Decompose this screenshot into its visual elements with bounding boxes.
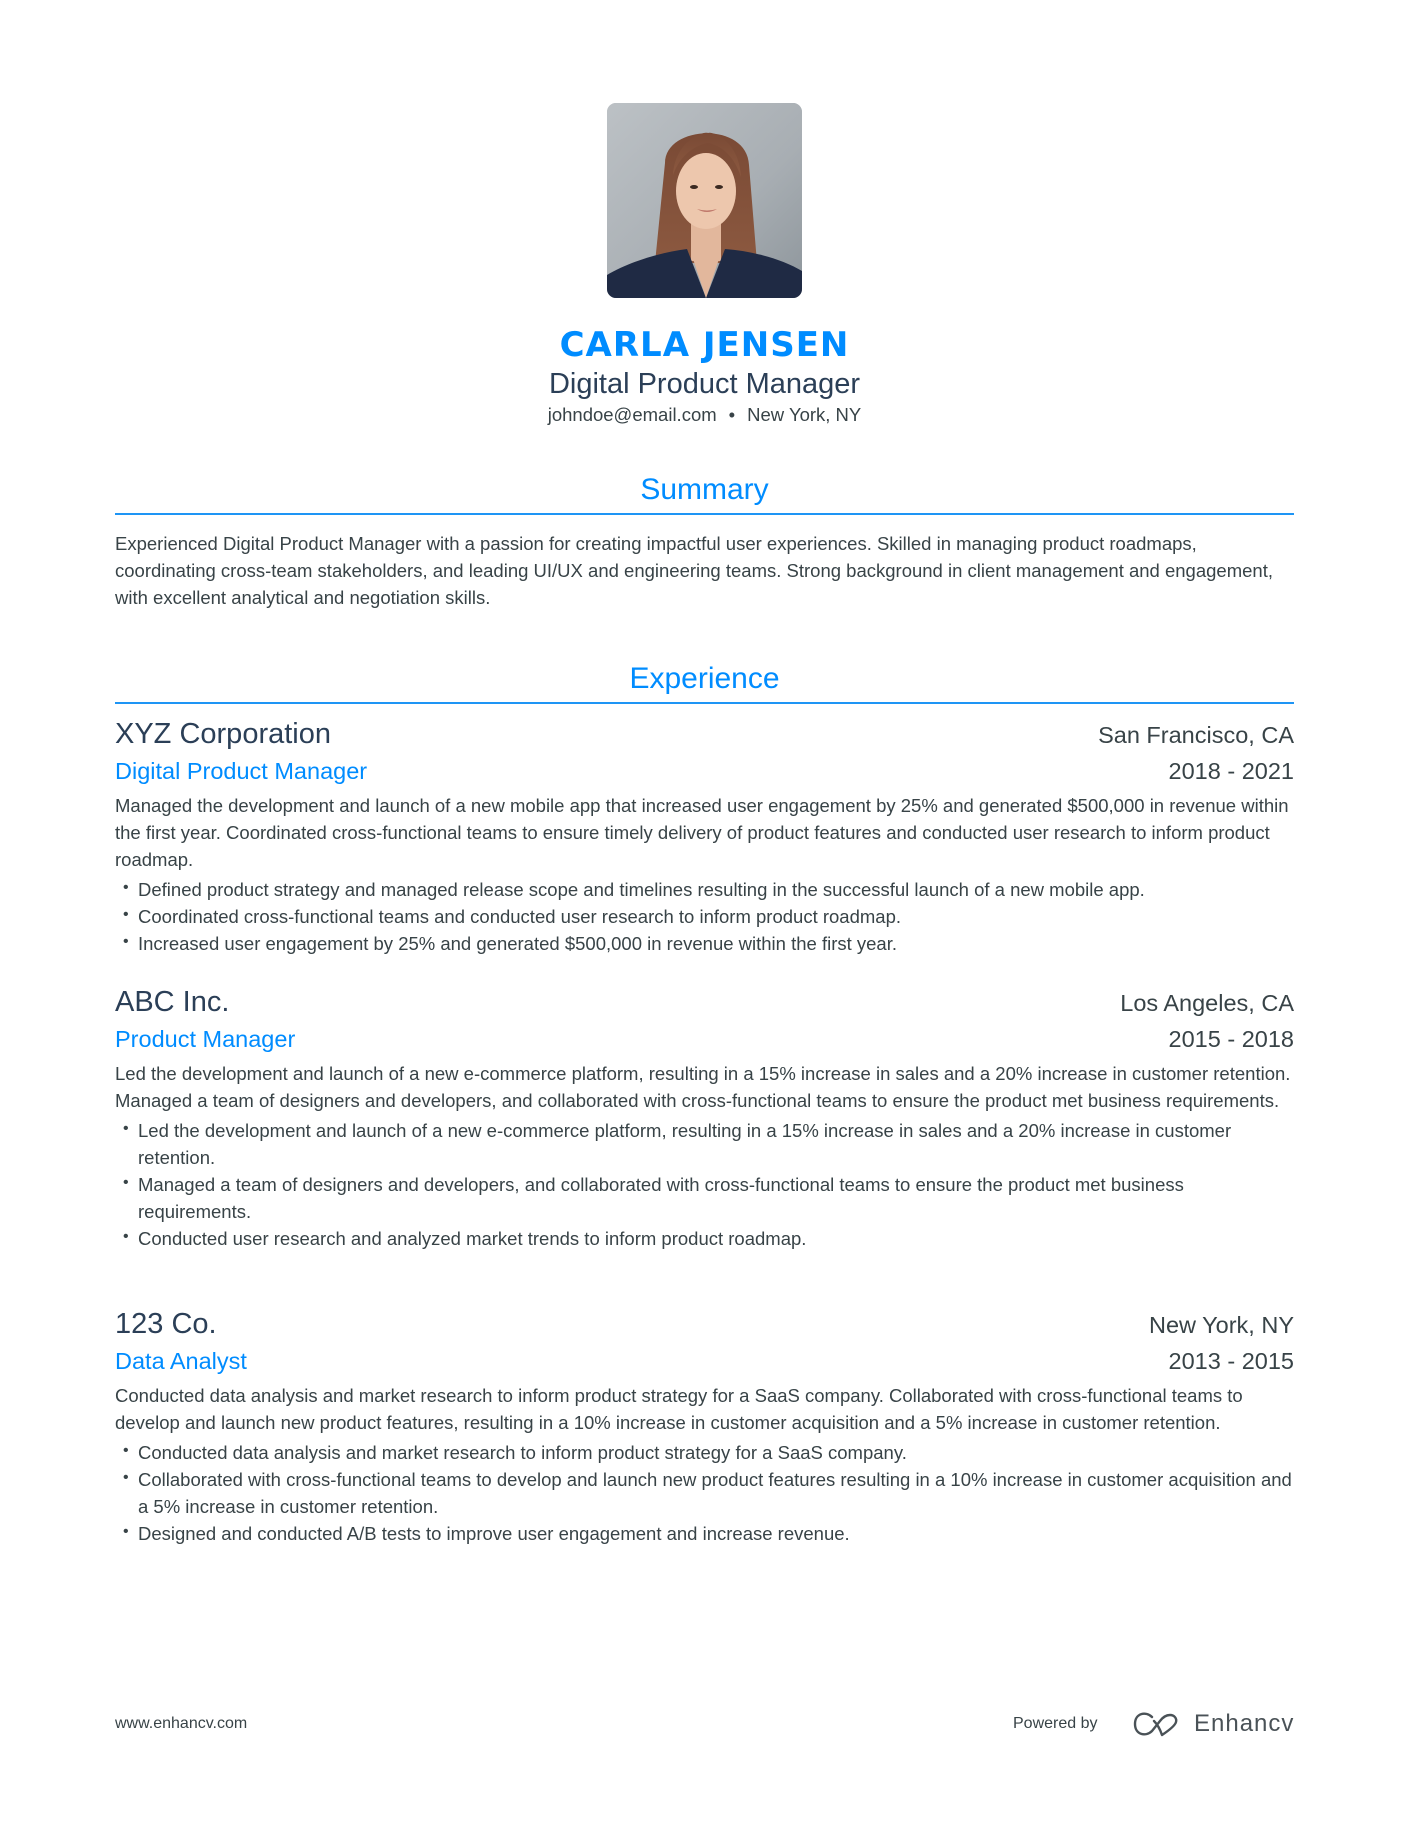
location-text: New York, NY [747, 404, 862, 425]
job-role: Data Analyst [115, 1348, 247, 1374]
section-divider-experience [115, 702, 1294, 704]
section-heading-summary: Summary [640, 473, 769, 506]
candidate-name: CARLA JENSEN [559, 325, 850, 365]
website-link[interactable]: www.enhancv.com [115, 1715, 248, 1732]
profile-photo [607, 103, 802, 298]
job-description: Managed the development and launch of a new mobile app that increased user engagement by 25% and generated $500,000 in revenue within the first year. Coordinated cross-functional teams to ensure timely delivery of product features and conducted user research to inform product roadmap. [115, 795, 1289, 870]
bullet-item: • Coordinated cross-functional teams and conducted user research to inform product roadmap. [115, 903, 1294, 930]
candidate-title: Digital Product Manager [548, 368, 861, 400]
summary-text: Experienced Digital Product Manager with a passion for creating impactful user experiences. Skilled in managing product roadmaps, coordinating cross-team stakeholders, and leading UI/UX and engineering teams. Strong background in client management and engagement, with excellent analytical and negotiation skills. [115, 533, 1273, 608]
section-divider-summary [115, 513, 1294, 515]
job-bullets [115, 876, 1294, 957]
enhancv-wordmark: Enhancv [1194, 1710, 1295, 1737]
experience-entry [115, 716, 1294, 957]
job-dates: 2015 - 2018 [1168, 1026, 1294, 1052]
job-role: Digital Product Manager [115, 758, 368, 784]
bullet-item: • Led the development and launch of a new e-commerce platform, resulting in a 15% increase in sales and a 20% increase in customer retention. [115, 1117, 1294, 1171]
job-location: Los Angeles, CA [1120, 990, 1294, 1016]
bullet-item: • Designed and conducted A/B tests to improve user engagement and increase revenue. [115, 1520, 1294, 1547]
separator-dot: • [728, 404, 736, 425]
company-name: XYZ Corporation [115, 718, 331, 750]
job-location: San Francisco, CA [1098, 722, 1294, 748]
job-description: Led the development and launch of a new e-commerce platform, resulting in a 15% increase in sales and a 20% increase in customer retention. Managed a team of designers and developers, and collaborated with cross-functional teams to ensure the product met business requirements. [115, 1063, 1291, 1111]
powered-by-label: Powered by [1013, 1715, 1098, 1732]
contact-line [115, 403, 1294, 427]
bullet-item: • Defined product strategy and managed release scope and timelines resulting in the successful launch of a new mobile app. [115, 876, 1294, 903]
bullet-item: • Conducted data analysis and market research to inform product strategy for a SaaS company. [115, 1439, 1294, 1466]
job-bullets [115, 1117, 1294, 1252]
bullet-item: • Collaborated with cross-functional teams to develop and launch new product features resulting in a 10% increase in customer acquisition and a 5% increase in customer retention. [115, 1466, 1294, 1520]
bullet-item: • Increased user engagement by 25% and generated $500,000 in revenue within the first year. [115, 930, 1294, 957]
bullet-item: • Managed a team of designers and developers, and collaborated with cross-functional teams to ensure the product met business requirements. [115, 1171, 1294, 1225]
portrait-image [607, 103, 802, 298]
resume-header [115, 103, 1294, 427]
job-role: Product Manager [115, 1026, 296, 1052]
enhancv-brand-link[interactable] [1132, 1709, 1294, 1739]
resume-footer [115, 1712, 1294, 1736]
job-dates: 2018 - 2021 [1168, 758, 1294, 784]
section-heading-experience: Experience [629, 662, 780, 695]
company-name: ABC Inc. [115, 986, 230, 1018]
enhancv-logo-icon [1132, 1711, 1180, 1737]
job-description: Conducted data analysis and market research to inform product strategy for a SaaS company. Collaborated with cross-functional teams to develop and launch new product features, resulting in a 10% increase in customer acquisition and a 5% increase in customer retention. [115, 1385, 1243, 1433]
job-dates: 2013 - 2015 [1168, 1348, 1294, 1374]
experience-entry [115, 984, 1294, 1252]
job-location: New York, NY [1149, 1312, 1294, 1338]
bullet-item: • Conducted user research and analyzed market trends to inform product roadmap. [115, 1225, 1294, 1252]
experience-entry [115, 1306, 1294, 1547]
job-bullets [115, 1439, 1294, 1547]
company-name: 123 Co. [115, 1308, 217, 1340]
email-link[interactable]: johndoe@email.com [547, 404, 717, 425]
